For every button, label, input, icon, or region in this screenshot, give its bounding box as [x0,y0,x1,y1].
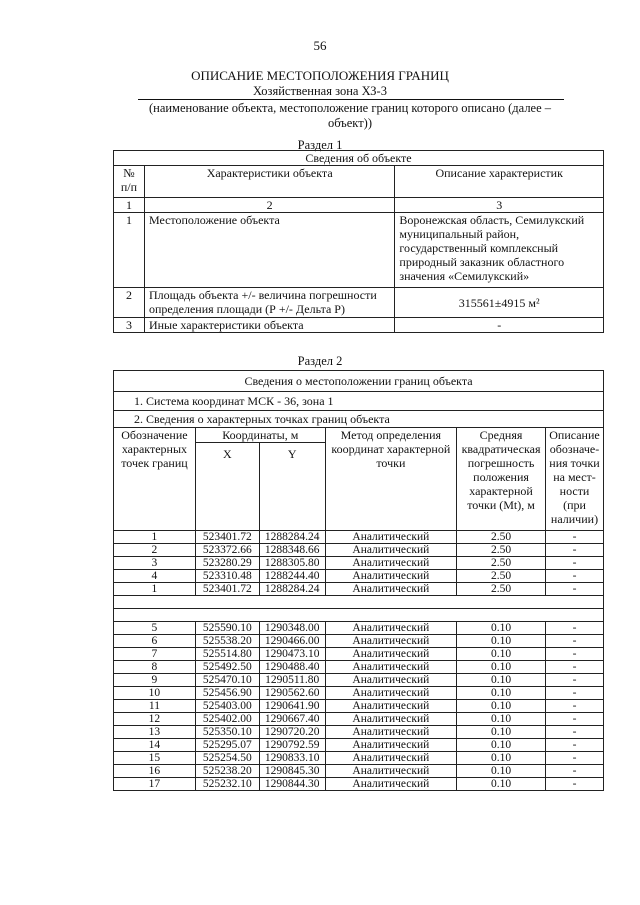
idx-cell: 1 [114,198,145,213]
table-cell: 13 [114,726,196,739]
table-cell: - [546,739,604,752]
table-row [114,713,604,726]
table-cell: - [546,635,604,648]
table-cell: 7 [114,648,196,661]
row-desc: Воронежская область, Семилукский муниципальный район, государственный комплексный природный заказник областного значения «Семилукский» [395,213,604,288]
table-cell: 525590.10 [195,622,259,635]
table-cell: 525402.00 [195,713,259,726]
table-cell: 2.50 [457,531,546,544]
table-cell: - [546,544,604,557]
table-cell: - [546,648,604,661]
table-cell: 16 [114,765,196,778]
table-cell: 1288284.24 [259,583,325,596]
table-row [114,531,604,544]
table-cell: 2 [114,544,196,557]
table-cell: - [546,752,604,765]
table-cell: 5 [114,622,196,635]
table-row [114,765,604,778]
table-cell: Аналитический [325,622,456,635]
table-cell: 1290466.00 [259,635,325,648]
table-cell: 4 [114,570,196,583]
table-cell: 525254.50 [195,752,259,765]
table-cell: - [546,765,604,778]
table-cell: 6 [114,635,196,648]
subtitle-underline [138,99,564,100]
table-cell: 0.10 [457,713,546,726]
table-row [114,700,604,713]
table-row [114,687,604,700]
table-row [114,583,604,596]
table-cell: 1290667.40 [259,713,325,726]
separator-row [114,609,604,622]
table-row [114,544,604,557]
table-cell: 2.50 [457,544,546,557]
coord-system: 1. Система координат МСК - 36, зона 1 [114,392,604,411]
table-row [114,661,604,674]
table-cell: 10 [114,687,196,700]
table-cell: 525514.80 [195,648,259,661]
idx-cell: 3 [395,198,604,213]
table-cell: 0.10 [457,739,546,752]
table-cell: 0.10 [457,661,546,674]
table-cell: Аналитический [325,674,456,687]
table-cell: Аналитический [325,531,456,544]
table-cell: Аналитический [325,778,456,791]
table-cell: 8 [114,661,196,674]
table-row [114,622,604,635]
col-y-header: Y [259,443,325,531]
table-row [114,674,604,687]
table-cell: 12 [114,713,196,726]
table-row [114,726,604,739]
table-cell: 1290844.30 [259,778,325,791]
table-cell: 11 [114,700,196,713]
table-cell: 1288284.24 [259,531,325,544]
table-cell: 1290488.40 [259,661,325,674]
col-num-header: № п/п [114,166,145,198]
table-cell: Аналитический [325,765,456,778]
table-cell: - [546,622,604,635]
table-cell: 0.10 [457,674,546,687]
row-char: Иные характеристики объекта [144,318,394,333]
col-coords-header: Координаты, м [195,428,325,443]
table-cell: 1290348.00 [259,622,325,635]
points-header: 2. Сведения о характерных точках границ объекта [114,411,604,428]
table-row [114,318,604,333]
table-cell: - [546,661,604,674]
separator-row [114,596,604,609]
table-cell: Аналитический [325,661,456,674]
table-cell: 525492.50 [195,661,259,674]
col-x-header: X [195,443,259,531]
table-cell: Аналитический [325,570,456,583]
table-row [114,570,604,583]
table-cell: 523280.29 [195,557,259,570]
table-cell: Аналитический [325,726,456,739]
table-cell: - [546,726,604,739]
table-cell: 523372.66 [195,544,259,557]
table-cell: - [546,674,604,687]
table-cell: 0.10 [457,635,546,648]
table-cell: Аналитический [325,648,456,661]
object-caption: (наименование объекта, местоположение границ которого описано (далее – объект)) [148,101,552,130]
table-cell: 0.10 [457,765,546,778]
table-cell: - [546,700,604,713]
table-row [114,752,604,765]
table-cell: Аналитический [325,700,456,713]
section2-label: Раздел 2 [297,354,343,368]
table-cell: 0.10 [457,778,546,791]
table-cell: 0.10 [457,622,546,635]
col-marking-header: Описание обозначе-ния точки на мест-ности (при наличии) [546,428,604,531]
table-cell: 2.50 [457,570,546,583]
table-cell: 525232.10 [195,778,259,791]
table-row [114,635,604,648]
table-cell: 1290562.60 [259,687,325,700]
table-cell: 1290511.80 [259,674,325,687]
table-row [114,288,604,318]
table-row [114,213,604,288]
table-row [114,557,604,570]
table-cell: 525538.20 [195,635,259,648]
table-cell: - [546,713,604,726]
table-cell: 525295.07 [195,739,259,752]
table-cell: - [546,583,604,596]
table-row [114,739,604,752]
table-cell: 1 [114,583,196,596]
table-row [114,648,604,661]
table-cell: 0.10 [457,648,546,661]
table-cell: Аналитический [325,557,456,570]
table-cell: 1290720.20 [259,726,325,739]
table-cell: 1290833.10 [259,752,325,765]
col-method-header: Метод определения координат характерной точки [325,428,456,531]
row-char: Площадь объекта +/- величина погрешности определения площади (Р +/- Дельта Р) [144,288,394,318]
table-cell: 525456.90 [195,687,259,700]
col-desc-header: Описание характеристик [395,166,604,198]
table-row [114,778,604,791]
table-cell: 1290792.59 [259,739,325,752]
section1-label: Раздел 1 [297,138,343,152]
table-cell: 523401.72 [195,531,259,544]
table-cell: 9 [114,674,196,687]
table-cell: Аналитический [325,687,456,700]
idx-cell: 2 [144,198,394,213]
section2-header: Сведения о местоположении границ объекта [114,371,604,392]
col-char-header: Характеристики объекта [144,166,394,198]
table-cell: 0.10 [457,687,546,700]
table-cell: 17 [114,778,196,791]
row-num: 3 [114,318,145,333]
table-cell: 525403.00 [195,700,259,713]
page-number: 56 [313,38,327,53]
table-cell: Аналитический [325,544,456,557]
col-accuracy-header: Средняя квадратическая погрешность положения характерной точки (Mt), м [457,428,546,531]
row-desc: - [395,318,604,333]
row-num: 2 [114,288,145,318]
table-cell: - [546,557,604,570]
table-cell: 3 [114,557,196,570]
document-title: ОПИСАНИЕ МЕСТОПОЛОЖЕНИЯ ГРАНИЦ [191,68,449,83]
boundary-points-table [113,370,604,791]
table-cell: 0.10 [457,752,546,765]
table-cell: 1290641.90 [259,700,325,713]
table-cell: 525350.10 [195,726,259,739]
table-cell: Аналитический [325,713,456,726]
table-cell: - [546,531,604,544]
table-cell: 1290845.30 [259,765,325,778]
table-cell: - [546,687,604,700]
table-cell: 15 [114,752,196,765]
table-cell: 525238.20 [195,765,259,778]
table-cell: 525470.10 [195,674,259,687]
table-cell: 1288305.80 [259,557,325,570]
table-cell: Аналитический [325,752,456,765]
table-cell: - [546,778,604,791]
col-point-header: Обозначение характерных точек границ [114,428,196,531]
object-info-table [113,150,604,333]
table-cell: 0.10 [457,726,546,739]
document-subtitle: Хозяйственная зона ХЗ-3 [253,84,387,98]
table-cell: Аналитический [325,635,456,648]
table-cell: 1288244.40 [259,570,325,583]
table-cell: 523401.72 [195,583,259,596]
row-num: 1 [114,213,145,288]
table-cell: Аналитический [325,583,456,596]
table-cell: 1 [114,531,196,544]
section1-header: Сведения об объекте [114,151,604,166]
table-cell: 2.50 [457,557,546,570]
table-cell: 1288348.66 [259,544,325,557]
table-cell: 523310.48 [195,570,259,583]
table-cell: 1290473.10 [259,648,325,661]
table-cell: - [546,570,604,583]
table-cell: Аналитический [325,739,456,752]
table-cell: 0.10 [457,700,546,713]
row-desc: 315561±4915 м² [395,288,604,318]
table-cell: 14 [114,739,196,752]
table-cell: 2.50 [457,583,546,596]
row-char: Местоположение объекта [144,213,394,288]
